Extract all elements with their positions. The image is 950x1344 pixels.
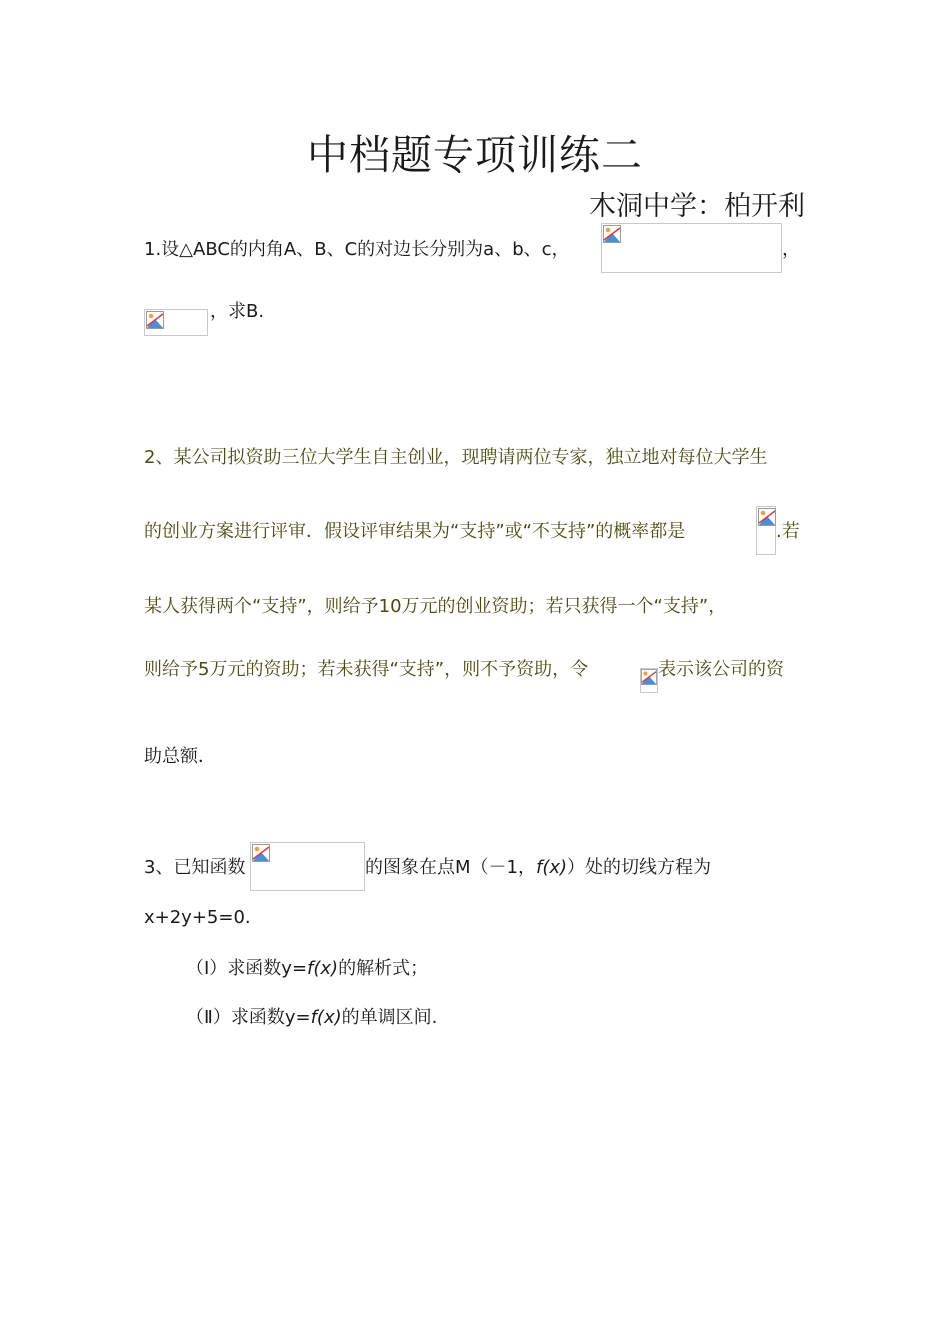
broken-image-icon [146, 311, 164, 329]
q2-line1: 2、某公司拟资助三位大学生自主创业，现聘请两位专家，独立地对每位大学生 [144, 447, 768, 468]
q3-part1-fx: f(x) [307, 958, 339, 979]
broken-image-icon [758, 508, 776, 526]
q3-fx: f(x) [535, 857, 568, 878]
q2-line2b: .若 [776, 521, 800, 542]
broken-image-icon [252, 844, 270, 862]
q3-part1b: 的解析式； [338, 958, 429, 979]
q3-line1c: ）处的切线方程为 [567, 857, 712, 878]
q2-probability-image [756, 506, 776, 555]
q3-part2-fx: f(x) [310, 1007, 342, 1028]
q1-formula-image-2 [144, 309, 208, 336]
q3-line1-rest [365, 856, 711, 880]
q2-line5: 助总额． [144, 746, 216, 767]
q3-part2b: 的单调区间. [341, 1007, 438, 1028]
author-line: 木洞中学：柏开利 [589, 191, 805, 222]
q1-line2-tail: ，求B. [210, 301, 265, 322]
q3-line1b: 的图象在点M（－1， [365, 857, 536, 878]
q2-line4b: 表示该公司的资 [658, 659, 784, 680]
q3-line1a: 3、已知函数 [144, 857, 246, 878]
q2-variable-image [640, 668, 658, 693]
q3-part2 [186, 1006, 437, 1030]
q3-part1 [186, 957, 428, 981]
page-title: 中档题专项训练二 [307, 131, 643, 179]
q3-line2: x+2y+5=0. [144, 907, 251, 928]
broken-image-icon [603, 225, 621, 243]
q1-formula-image-1 [601, 223, 782, 273]
broken-image-icon [641, 669, 657, 685]
q3-part2a: （Ⅱ）求函数y= [186, 1007, 311, 1028]
q2-line2a: 的创业方案进行评审．假设评审结果为“支持”或“不支持”的概率都是 [144, 521, 686, 542]
q2-line4a: 则给予5万元的资助；若未获得“支持”，则不予资助，令 [144, 659, 589, 680]
q3-part1a: （Ⅰ）求函数y= [186, 958, 308, 979]
q2-line3: 某人获得两个“支持”，则给予10万元的创业资助；若只获得一个“支持”， [144, 596, 727, 617]
q1-comma: ， [782, 239, 800, 260]
q3-function-image [250, 842, 365, 891]
q1-line1: 1.设△ABC的内角A、B、C的对边长分别为a、b、c， [144, 239, 570, 260]
